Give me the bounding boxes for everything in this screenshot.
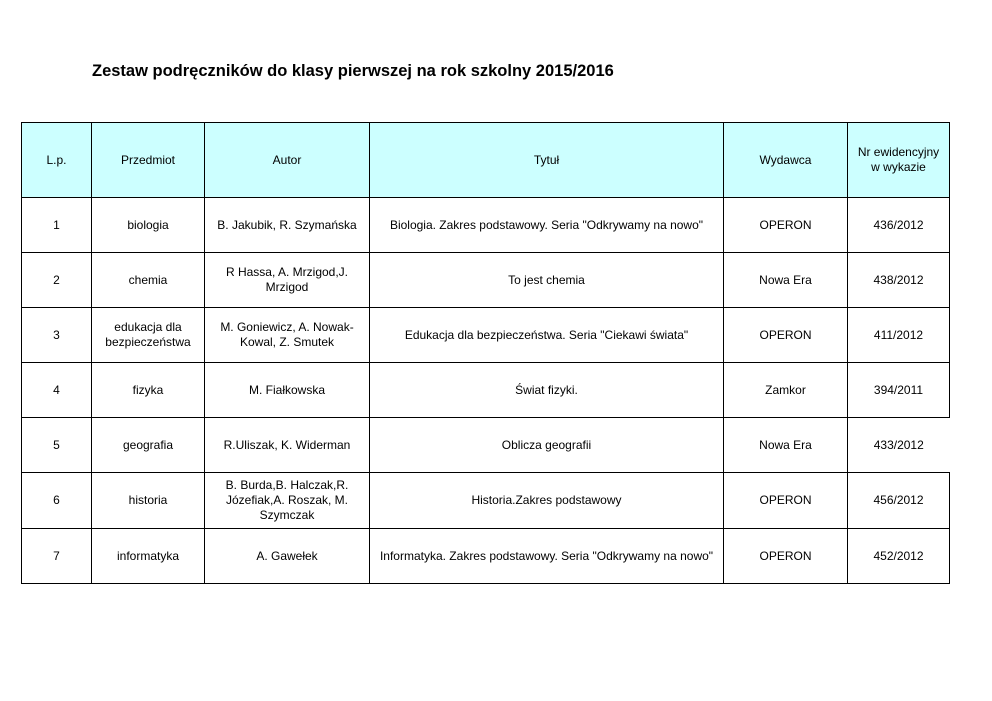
cell-tytul: To jest chemia (370, 253, 724, 308)
table-row (22, 363, 950, 418)
cell-lp: 3 (22, 308, 92, 363)
cell-tytul: Oblicza geografii (370, 418, 724, 473)
cell-tytul: Historia.Zakres podstawowy (370, 473, 724, 529)
cell-autor: A. Gawełek (205, 529, 370, 584)
cell-przedmiot: geografia (92, 418, 205, 473)
header-lp: L.p. (22, 123, 92, 198)
header-tytul: Tytuł (370, 123, 724, 198)
cell-nr: 433/2012 (848, 418, 950, 473)
table-row (22, 473, 950, 529)
cell-wydawca: OPERON (724, 198, 848, 253)
page-title: Zestaw podręczników do klasy pierwszej na rok szkolny 2015/2016 (92, 62, 614, 80)
table-row (22, 198, 950, 253)
cell-lp: 6 (22, 473, 92, 529)
textbook-table (21, 122, 950, 584)
cell-nr: 452/2012 (848, 529, 950, 584)
cell-przedmiot: historia (92, 473, 205, 529)
table-header-row (22, 123, 950, 198)
cell-przedmiot: biologia (92, 198, 205, 253)
cell-tytul: Biologia. Zakres podstawowy. Seria "Odkrywamy na nowo" (370, 198, 724, 253)
cell-przedmiot: informatyka (92, 529, 205, 584)
header-autor: Autor (205, 123, 370, 198)
cell-lp: 4 (22, 363, 92, 418)
cell-autor: B. Burda,B. Halczak,R. Józefiak,A. Roszak, M. Szymczak (205, 473, 370, 529)
cell-autor: M. Fiałkowska (205, 363, 370, 418)
table-row (22, 253, 950, 308)
table-row (22, 308, 950, 363)
cell-lp: 1 (22, 198, 92, 253)
cell-wydawca: Zamkor (724, 363, 848, 418)
cell-nr: 411/2012 (848, 308, 950, 363)
cell-wydawca: OPERON (724, 308, 848, 363)
cell-lp: 7 (22, 529, 92, 584)
table-row (22, 418, 950, 473)
cell-wydawca: OPERON (724, 529, 848, 584)
cell-przedmiot: fizyka (92, 363, 205, 418)
cell-tytul: Informatyka. Zakres podstawowy. Seria "Odkrywamy na nowo" (370, 529, 724, 584)
cell-wydawca: OPERON (724, 473, 848, 529)
cell-wydawca: Nowa Era (724, 253, 848, 308)
cell-autor: M. Goniewicz, A. Nowak-Kowal, Z. Smutek (205, 308, 370, 363)
header-nr-ewidencyjny: Nr ewidencyjny w wykazie (848, 123, 950, 198)
cell-autor: R Hassa, A. Mrzigod,J. Mrzigod (205, 253, 370, 308)
cell-nr: 438/2012 (848, 253, 950, 308)
cell-nr: 456/2012 (848, 473, 950, 529)
cell-tytul: Edukacja dla bezpieczeństwa. Seria "Ciekawi świata" (370, 308, 724, 363)
cell-przedmiot: edukacja dla bezpieczeństwa (92, 308, 205, 363)
cell-nr: 394/2011 (848, 363, 950, 418)
cell-wydawca: Nowa Era (724, 418, 848, 473)
table-row (22, 529, 950, 584)
header-wydawca: Wydawca (724, 123, 848, 198)
cell-autor: B. Jakubik, R. Szymańska (205, 198, 370, 253)
cell-autor: R.Uliszak, K. Widerman (205, 418, 370, 473)
cell-tytul: Świat fizyki. (370, 363, 724, 418)
cell-nr: 436/2012 (848, 198, 950, 253)
cell-przedmiot: chemia (92, 253, 205, 308)
cell-lp: 5 (22, 418, 92, 473)
cell-lp: 2 (22, 253, 92, 308)
header-przedmiot: Przedmiot (92, 123, 205, 198)
